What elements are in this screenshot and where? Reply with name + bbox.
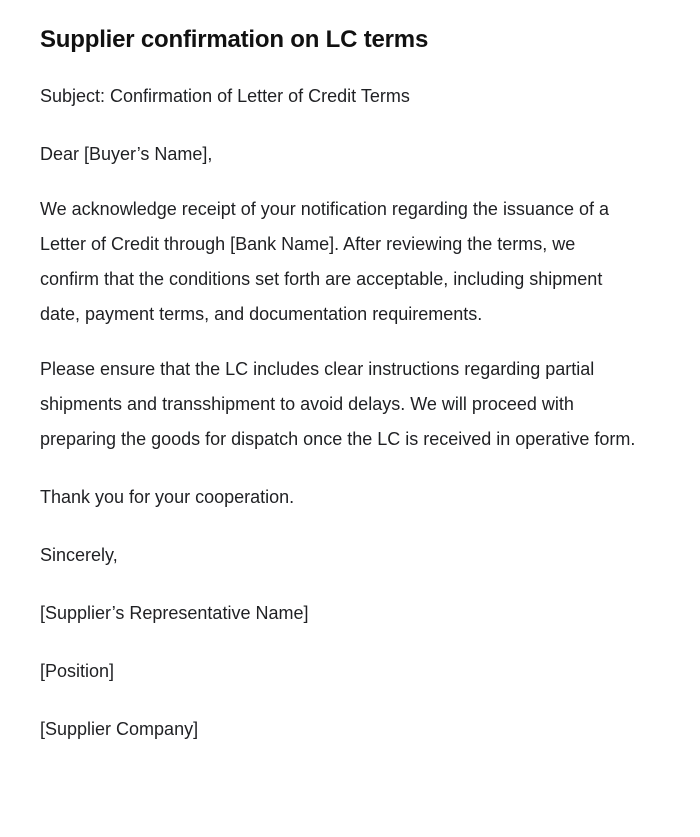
signer-position-line: [Position] (40, 661, 115, 681)
closing-line: Sincerely, (40, 545, 118, 565)
salutation-line: Dear [Buyer’s Name], (40, 144, 213, 164)
body-paragraph-1: We acknowledge receipt of your notification regarding the issuance of a Letter of Credit through [Bank Name]. After reviewing the terms, we confirm that the conditions set forth are acceptable, including shipment date, payment terms, and documentation requirements. (40, 199, 610, 324)
thanks-line: Thank you for your cooperation. (40, 487, 295, 507)
signer-company-line: [Supplier Company] (40, 719, 199, 739)
body-paragraph-2: Please ensure that the LC includes clear instructions regarding partial shipments and transshipment to avoid delays. We will proceed with preparing the goods for dispatch once the LC is received in operative form. (40, 359, 636, 449)
signer-name-line: [Supplier’s Representative Name] (40, 603, 309, 623)
subject-line: Subject: Confirmation of Letter of Credit Terms (40, 86, 410, 106)
page-title: Supplier confirmation on LC terms (40, 26, 429, 53)
